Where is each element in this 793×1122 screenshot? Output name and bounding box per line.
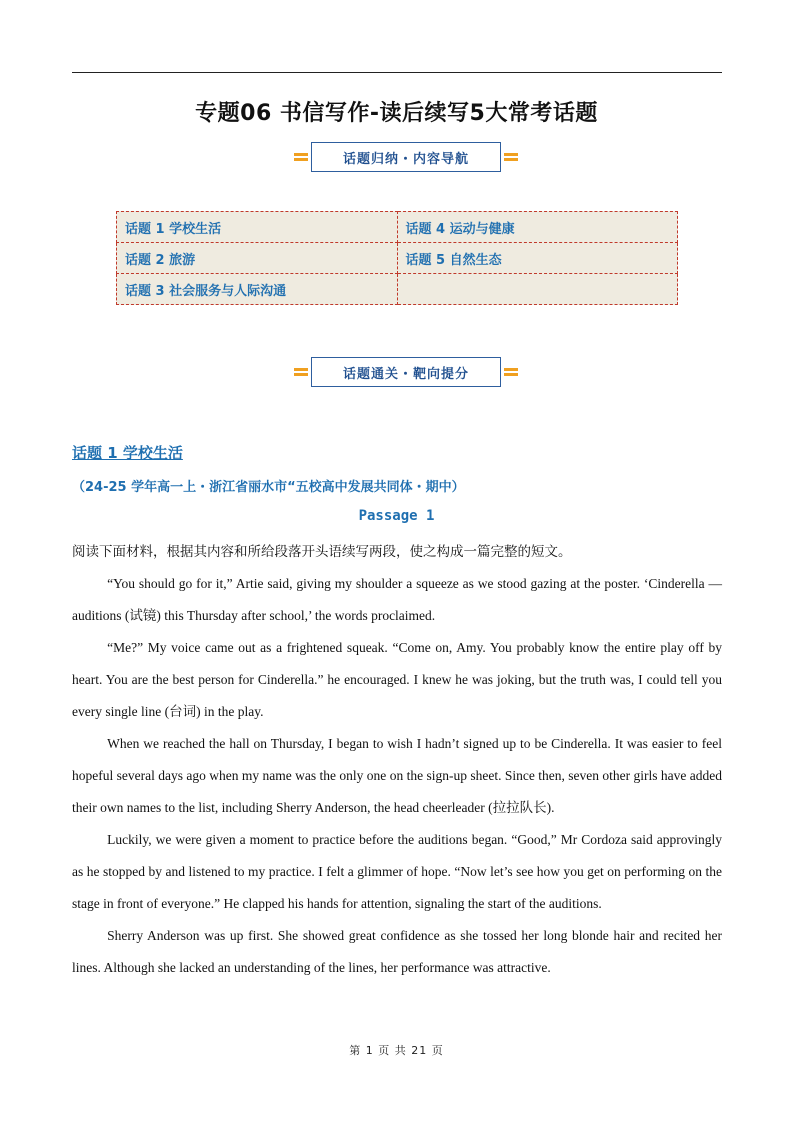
passage-body [72, 536, 722, 984]
header-rule [72, 72, 722, 73]
instruction-paragraph: 阅读下面材料，根据其内容和所给段落开头语续写两段，使之构成一篇完整的短文。 [72, 544, 572, 559]
badge-left-decoration-icon [294, 366, 308, 378]
badge-left-decoration-icon [294, 151, 308, 163]
practice-badge [294, 355, 518, 389]
topic-cell [397, 274, 678, 305]
overview-badge-label: 话题归纳・内容导航 [342, 151, 469, 167]
badge-right-decoration-icon [504, 366, 518, 378]
passage-paragraph: Luckily, we were given a moment to practice before the auditions began. “Good,” Mr Cordoza said approvingly as he stopped by and listened to my practice. I felt a glimmer of hope. “Now let’s see how you get on performing on the stage in front of everyone.” He clapped his hands for attention, signaling the start of the auditions. [72, 832, 722, 911]
table-row [117, 274, 678, 305]
topic-cell: 话题 5 自然生态 [397, 243, 678, 274]
source-line: （24-25 学年高一上・浙江省丽水市“五校高中发展共同体・期中） [72, 480, 465, 495]
topic-cell: 话题 2 旅游 [117, 243, 398, 274]
topic-cell: 话题 3 社会服务与人际沟通 [117, 274, 398, 305]
topic-cell: 话题 1 学校生活 [117, 212, 398, 243]
table-row [117, 243, 678, 274]
passage-title: Passage 1 [358, 508, 435, 524]
table-row [117, 212, 678, 243]
topic-heading: 话题 1 学校生活 [72, 444, 183, 462]
practice-badge-box [311, 357, 501, 387]
overview-badge [294, 140, 518, 174]
passage-paragraph: Sherry Anderson was up first. She showed great confidence as she tossed her long blonde hair and recited her lines. Although she lacked an understanding of the lines, her performance was attractive. [72, 928, 722, 975]
passage-paragraph: “You should go for it,” Artie said, giving my shoulder a squeeze as we stood gazing at the poster. ‘Cinderella — auditions (试镜) this Thursday after school,’ the words proclaimed. [72, 576, 722, 623]
passage-paragraph: “Me?” My voice came out as a frightened squeak. “Come on, Amy. You probably know the entire play off by heart. You are the best person for Cinderella.” he encouraged. I knew he was joking, but the truth was, I could tell you every single line (台词) in the play. [72, 640, 722, 719]
practice-badge-label: 话题通关・靶向提分 [342, 366, 469, 382]
passage-paragraph: When we reached the hall on Thursday, I began to wish I hadn’t signed up to be Cinderella. It was easier to feel hopeful several days ago when my name was the only one on the sign-up sheet. Since then, seven other girls have added their own names to the list, including Sherry Anderson, the head cheerleader (拉拉队长). [72, 736, 722, 815]
overview-badge-box [311, 142, 501, 172]
topic-cell: 话题 4 运动与健康 [397, 212, 678, 243]
page-number: 第 1 页 共 21 页 [349, 1044, 444, 1057]
document-title: 专题06 书信写作-读后续写5大常考话题 [195, 101, 598, 126]
topics-table [116, 211, 678, 305]
badge-right-decoration-icon [504, 151, 518, 163]
